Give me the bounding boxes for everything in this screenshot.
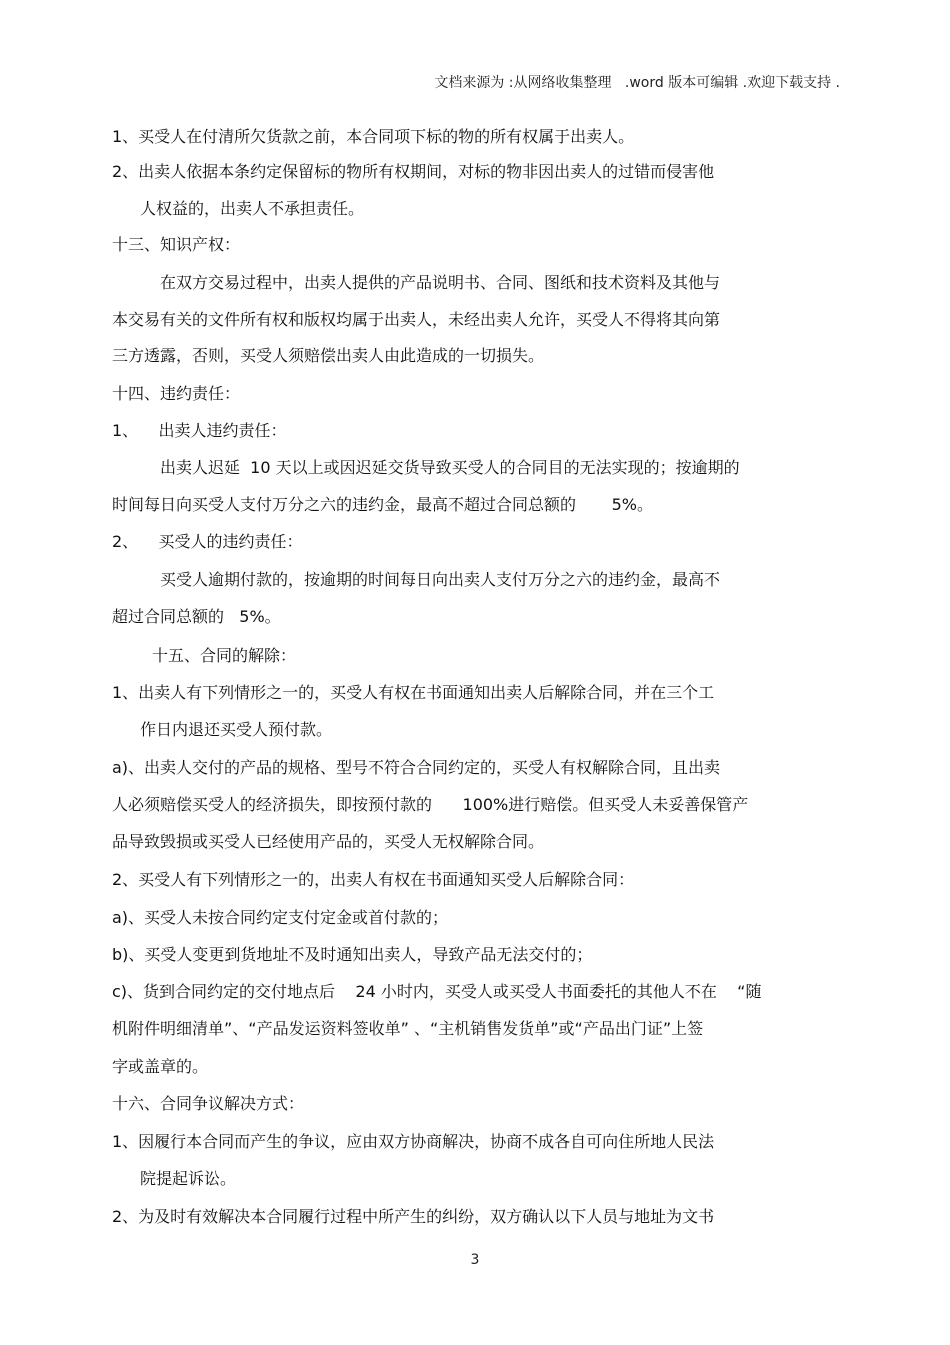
text-line: 2、买受人有下列情形之一的，出卖人有权在书面通知买受人后解除合同： <box>112 870 635 889</box>
section-heading: 十六、合同争议解决方式： <box>112 1094 305 1113</box>
text-line: 作日内退还买受人预付款。 <box>140 720 333 739</box>
text-line: 人权益的，出卖人不承担责任。 <box>140 199 365 218</box>
text-line: 1、因履行本合同而产生的争议，应由双方协商解决，协商不成各自可向住所地人民法 <box>112 1132 715 1151</box>
text-line: 机附件明细清单”、“产品发运资料签收单” 、“主机销售发货单”或“产品出门证”上签 <box>112 1019 704 1038</box>
text-line: 2、出卖人依据本条约定保留标的物所有权期间，对标的物非因出卖人的过错而侵害他 <box>112 162 715 181</box>
text-line: 字或盖章的。 <box>112 1057 209 1076</box>
text-line: c)、货到合同约定的交付地点后 24 小时内，买受人或买受人书面委托的其他人不在 “随 <box>112 982 762 1001</box>
text-line: 1、出卖人有下列情形之一的，买受人有权在书面通知出卖人后解除合同，并在三个工 <box>112 683 715 702</box>
text-line: 2、 买受人的违约责任： <box>112 532 303 551</box>
text-line: 三方透露，否则，买受人须赔偿出卖人由此造成的一切损失。 <box>112 346 545 365</box>
text-line: a)、买受人未按合同约定支付定金或首付款的； <box>112 908 449 927</box>
page-number: 3 <box>470 1252 480 1268</box>
text-line: 院提起诉讼。 <box>140 1169 237 1188</box>
text-line: 2、为及时有效解决本合同履行过程中所产生的纠纷，双方确认以下人员与地址为文书 <box>112 1207 715 1226</box>
text-line: b)、买受人变更到货地址不及时通知出卖人，导致产品无法交付的； <box>112 945 593 964</box>
text-line: 出卖人迟延 10 天以上或因迟延交货导致买受人的合同目的无法实现的；按逾期的 <box>160 458 740 477</box>
text-line: 品导致毁损或买受人已经使用产品的，买受人无权解除合同。 <box>112 832 545 851</box>
document-header-note: 文档来源为 :从网络收集整理 .word 版本可编辑 .欢迎下载支持 . <box>434 75 840 91</box>
text-line: 1、 出卖人违约责任： <box>112 421 287 440</box>
text-line: 超过合同总额的 5%。 <box>112 607 281 626</box>
text-line: 在双方交易过程中，出卖人提供的产品说明书、合同、图纸和技术资料及其他与 <box>160 273 721 292</box>
text-line: 买受人逾期付款的，按逾期的时间每日向出卖人支付万分之六的违约金，最高不 <box>160 570 721 589</box>
text-line: 本交易有关的文件所有权和版权均属于出卖人，未经出卖人允许，买受人不得将其向第 <box>112 310 721 329</box>
section-heading: 十五、合同的解除： <box>152 646 297 665</box>
text-line: 时间每日向买受人支付万分之六的违约金，最高不超过合同总额的 5%。 <box>112 495 653 514</box>
section-heading: 十四、违约责任： <box>112 384 241 403</box>
text-line: a)、出卖人交付的产品的规格、型号不符合合同约定的，买受人有权解除合同，且出卖 <box>112 758 721 777</box>
text-line: 1、买受人在付清所欠货款之前，本合同项下标的物的所有权属于出卖人。 <box>112 127 635 146</box>
section-heading: 十三、知识产权： <box>112 235 241 254</box>
text-line: 人必须赔偿买受人的经济损失，即按预付款的 100%进行赔偿。但买受人未妥善保管产 <box>112 795 749 814</box>
